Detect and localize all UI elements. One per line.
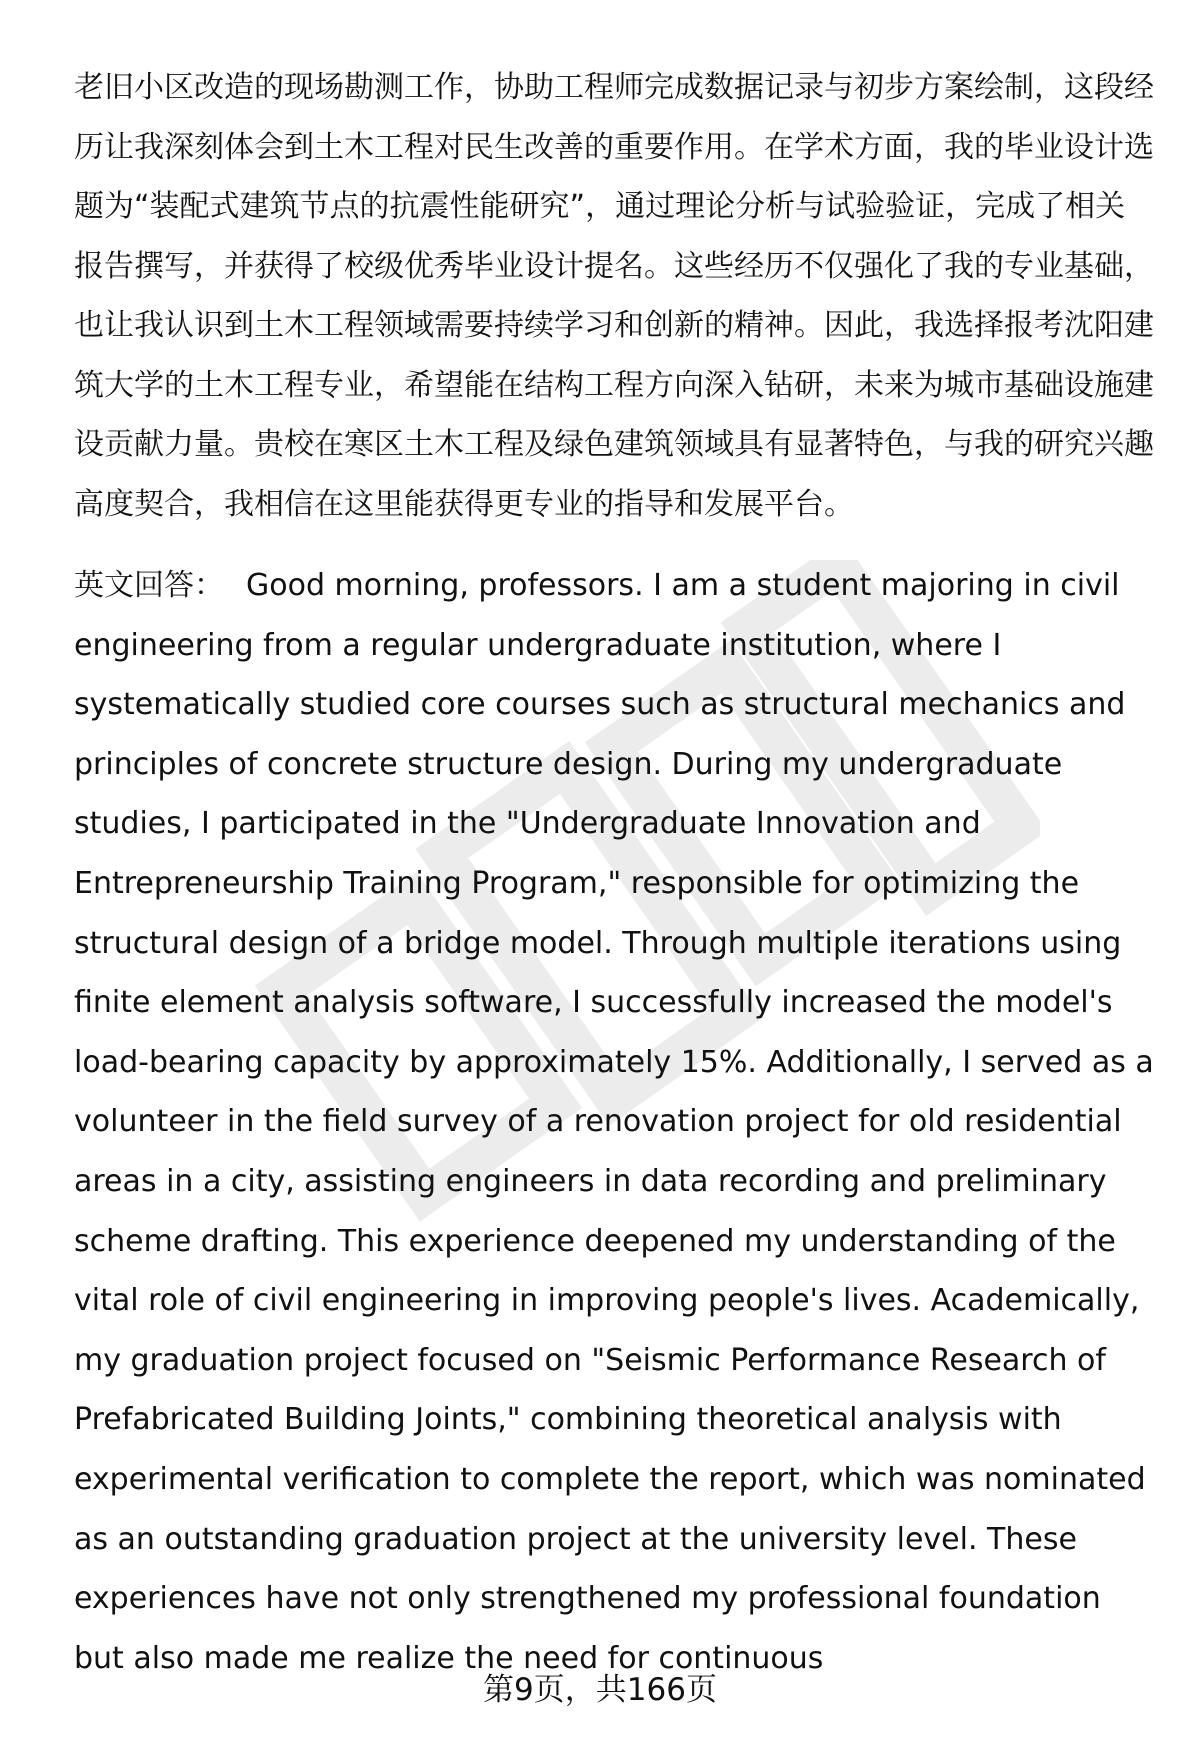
document-body [74, 58, 1154, 1688]
english-answer-paragraph [74, 556, 1154, 1688]
chinese-paragraph: 老旧小区改造的现场勘测工作，协助工程师完成数据记录与初步方案绘制，这段经历让我深刻体会到土木工程对民生改善的重要作用。在学术方面，我的毕业设计选题为“装配式建筑节点的抗震性能研究”，通过理论分析与试验验证，完成了相关报告撰写，并获得了校级优秀毕业设计提名。这些经历不仅强化了我的专业基础，也让我认识到土木工程领域需要持续学习和创新的精神。因此，我选择报考沈阳建筑大学的土木工程专业，希望能在结构工程方向深入钻研，未来为城市基础设施建设贡献力量。贵校在寒区土木工程及绿色建筑领域具有显著特色，与我的研究兴趣高度契合，我相信在这里能获得更专业的指导和发展平台。 [74, 70, 1154, 522]
page-number: 第9页，共166页 [483, 1672, 717, 1708]
english-answer-text: Good morning, professors. I am a student majoring in civil engineering from a regular undergraduate institution, where I systematically studied core courses such as structural mechanics and principles of concrete structure design. During my undergraduate studies, I participated in the "Undergraduate Innovation and Entrepreneurship Training Program," responsible for optimizing the structural design of a bridge model. Through multiple iterations using finite element analysis software, I successfully increased the model's load-bearing capacity by approximately 15%. Additionally, I served as a volunteer in the field survey of a renovation project for old residential areas in a city, assisting engineers in data recording and preliminary scheme drafting. This experience deepened my understanding of the vital role of civil engineering in improving people's lives. Academically, my graduation project focused on "Seismic Performance Research of Prefabricated Building Joints," combining theoretical analysis with experimental verification to complete the report, which was nominated as an outstanding graduation project at the university level. These experiences have not only strengthened my professional foundation but also made me realize the need for continuous [74, 568, 1154, 1676]
english-answer-label: 英文回答： [74, 568, 224, 603]
